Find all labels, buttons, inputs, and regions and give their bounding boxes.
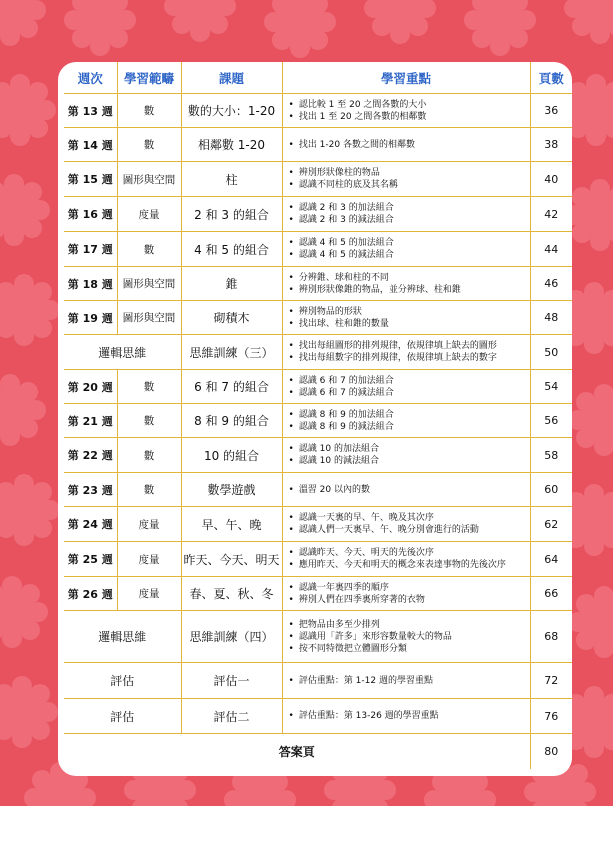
learning-point: • 認識 2 和 3 的加法組合 [289, 202, 530, 214]
row-page: 72 [530, 663, 572, 699]
row-week: 第 24 週 [64, 507, 117, 542]
row-category: 評估 [64, 663, 181, 699]
row-learning-points [282, 577, 530, 611]
row-learning-points [282, 335, 530, 370]
table-row [64, 94, 572, 128]
table-row [64, 577, 572, 611]
row-week: 第 16 週 [64, 197, 117, 232]
row-area: 度量 [117, 197, 181, 232]
bottom-strip [0, 806, 613, 841]
learning-point: • 認比較 1 至 20 之間各數的大小 [289, 99, 530, 111]
row-topic: 8 和 9 的組合 [181, 404, 282, 438]
learning-point: • 認識人們一天裏早、午、晚分別會進行的活動 [289, 524, 530, 536]
row-area: 圖形與空間 [117, 301, 181, 335]
learning-point: • 認識用「許多」來形容數量較大的物品 [289, 631, 530, 643]
learning-point: • 找出 1 至 20 之間各數的相鄰數 [289, 111, 530, 123]
row-learning-points [282, 473, 530, 507]
header-row [64, 62, 572, 94]
row-page: 44 [530, 232, 572, 267]
row-area: 數 [117, 232, 181, 267]
row-category: 評估 [64, 699, 181, 734]
table-row [64, 542, 572, 577]
row-area: 度量 [117, 577, 181, 611]
row-learning-points [282, 404, 530, 438]
learning-point: • 認識 2 和 3 的減法組合 [289, 214, 530, 226]
row-area: 度量 [117, 507, 181, 542]
row-page: 56 [530, 404, 572, 438]
row-week: 第 23 週 [64, 473, 117, 507]
learning-point: • 認識不同柱的底及其名稱 [289, 179, 530, 191]
learning-point: • 認識 6 和 7 的加法組合 [289, 375, 530, 387]
answer-row [64, 734, 572, 769]
table-row [64, 507, 572, 542]
table-row [64, 301, 572, 335]
learning-point: • 把物品由多至少排列 [289, 619, 530, 631]
row-learning-points [282, 699, 530, 734]
table-row [64, 663, 572, 699]
row-page: 66 [530, 577, 572, 611]
row-topic: 2 和 3 的組合 [181, 197, 282, 232]
row-topic: 錐 [181, 267, 282, 301]
learning-point: • 找出每組數字的排列規律，依規律填上缺去的數字 [289, 352, 530, 364]
contents-table [64, 62, 572, 769]
row-week: 第 15 週 [64, 162, 117, 197]
row-page: 76 [530, 699, 572, 734]
row-learning-points [282, 162, 530, 197]
header-topic: 課題 [181, 62, 282, 94]
row-learning-points [282, 663, 530, 699]
row-topic: 春、夏、秋、冬 [181, 577, 282, 611]
row-page: 64 [530, 542, 572, 577]
table-row [64, 162, 572, 197]
learning-point: • 辨別人們在四季裏所穿著的衣物 [289, 594, 530, 606]
row-week: 第 14 週 [64, 128, 117, 162]
answer-label: 答案頁 [64, 734, 530, 769]
row-topic: 昨天、今天、明天 [181, 542, 282, 577]
row-topic: 10 的組合 [181, 438, 282, 473]
row-learning-points [282, 197, 530, 232]
table-row [64, 197, 572, 232]
row-topic: 4 和 5 的組合 [181, 232, 282, 267]
learning-point: • 認識 8 和 9 的減法組合 [289, 421, 530, 433]
row-page: 54 [530, 370, 572, 404]
row-area: 數 [117, 438, 181, 473]
row-page: 62 [530, 507, 572, 542]
row-week: 第 19 週 [64, 301, 117, 335]
row-learning-points [282, 232, 530, 267]
row-area: 圖形與空間 [117, 267, 181, 301]
row-page: 46 [530, 267, 572, 301]
row-week: 第 25 週 [64, 542, 117, 577]
row-learning-points [282, 301, 530, 335]
learning-point: • 找出 1-20 各數之間的相鄰數 [289, 139, 530, 151]
table-row [64, 611, 572, 663]
row-area: 數 [117, 404, 181, 438]
learning-point: • 辨別物品的形狀 [289, 306, 530, 318]
table-row [64, 232, 572, 267]
row-page: 42 [530, 197, 572, 232]
row-area: 數 [117, 473, 181, 507]
learning-point: • 認識一年裏四季的順序 [289, 582, 530, 594]
table-row [64, 370, 572, 404]
row-topic: 柱 [181, 162, 282, 197]
table-row [64, 267, 572, 301]
row-topic: 6 和 7 的組合 [181, 370, 282, 404]
row-topic: 思維訓練（四） [181, 611, 282, 663]
learning-point: • 評估重點：第 1-12 週的學習重點 [289, 675, 530, 687]
row-page: 50 [530, 335, 572, 370]
table-row [64, 335, 572, 370]
row-week: 第 18 週 [64, 267, 117, 301]
learning-point: • 分辨錐、球和柱的不同 [289, 272, 530, 284]
row-week: 第 21 週 [64, 404, 117, 438]
row-page: 40 [530, 162, 572, 197]
learning-point: • 認識 10 的加法組合 [289, 443, 530, 455]
learning-point: • 辨別形狀像錐的物品，並分辨球、柱和錐 [289, 284, 530, 296]
row-area: 圖形與空間 [117, 162, 181, 197]
row-page: 60 [530, 473, 572, 507]
row-area: 數 [117, 370, 181, 404]
row-learning-points [282, 267, 530, 301]
row-week: 第 20 週 [64, 370, 117, 404]
row-week: 第 22 週 [64, 438, 117, 473]
learning-point: • 評估重點：第 13-26 週的學習重點 [289, 710, 530, 722]
learning-point: • 認識 10 的減法組合 [289, 455, 530, 467]
row-category: 邏輯思維 [64, 611, 181, 663]
row-page: 48 [530, 301, 572, 335]
learning-point: • 找出每組圖形的排列規律，依規律填上缺去的圖形 [289, 340, 530, 352]
row-learning-points [282, 438, 530, 473]
row-learning-points [282, 128, 530, 162]
row-learning-points [282, 507, 530, 542]
table-row [64, 128, 572, 162]
row-area: 數 [117, 128, 181, 162]
learning-point: • 按不同特徵把立體圖形分類 [289, 643, 530, 655]
row-learning-points [282, 611, 530, 663]
row-topic: 評估一 [181, 663, 282, 699]
row-topic: 數學遊戲 [181, 473, 282, 507]
learning-point: • 辨別形狀像柱的物品 [289, 167, 530, 179]
row-week: 第 17 週 [64, 232, 117, 267]
table-row [64, 473, 572, 507]
row-learning-points [282, 370, 530, 404]
learning-point: • 找出球、柱和錐的數量 [289, 318, 530, 330]
row-page: 58 [530, 438, 572, 473]
header-page: 頁數 [530, 62, 572, 94]
learning-point: • 認識一天裏的早、午、晚及其次序 [289, 512, 530, 524]
row-week: 第 13 週 [64, 94, 117, 128]
row-page: 38 [530, 128, 572, 162]
row-category: 邏輯思維 [64, 335, 181, 370]
header-week: 週次 [64, 62, 117, 94]
row-learning-points [282, 542, 530, 577]
row-page: 68 [530, 611, 572, 663]
learning-point: • 認識 4 和 5 的減法組合 [289, 249, 530, 261]
row-area: 度量 [117, 542, 181, 577]
learning-point: • 認識昨天、今天、明天的先後次序 [289, 547, 530, 559]
row-topic: 早、午、晚 [181, 507, 282, 542]
header-area: 學習範疇 [117, 62, 181, 94]
learning-point: • 認識 8 和 9 的加法組合 [289, 409, 530, 421]
table-row [64, 404, 572, 438]
learning-point: • 認識 6 和 7 的減法組合 [289, 387, 530, 399]
table-row [64, 699, 572, 734]
table-row [64, 438, 572, 473]
row-topic: 砌積木 [181, 301, 282, 335]
header-points: 學習重點 [282, 62, 530, 94]
learning-point: • 溫習 20 以內的數 [289, 484, 530, 496]
row-page: 36 [530, 94, 572, 128]
row-topic: 相鄰數 1-20 [181, 128, 282, 162]
learning-point: • 認識 4 和 5 的加法組合 [289, 237, 530, 249]
row-week: 第 26 週 [64, 577, 117, 611]
row-topic: 思維訓練（三） [181, 335, 282, 370]
row-topic: 數的大小：1-20 [181, 94, 282, 128]
learning-point: • 應用昨天、今天和明天的概念來表達事物的先後次序 [289, 559, 530, 571]
row-learning-points [282, 94, 530, 128]
answer-page: 80 [530, 734, 572, 769]
row-topic: 評估二 [181, 699, 282, 734]
row-area: 數 [117, 94, 181, 128]
